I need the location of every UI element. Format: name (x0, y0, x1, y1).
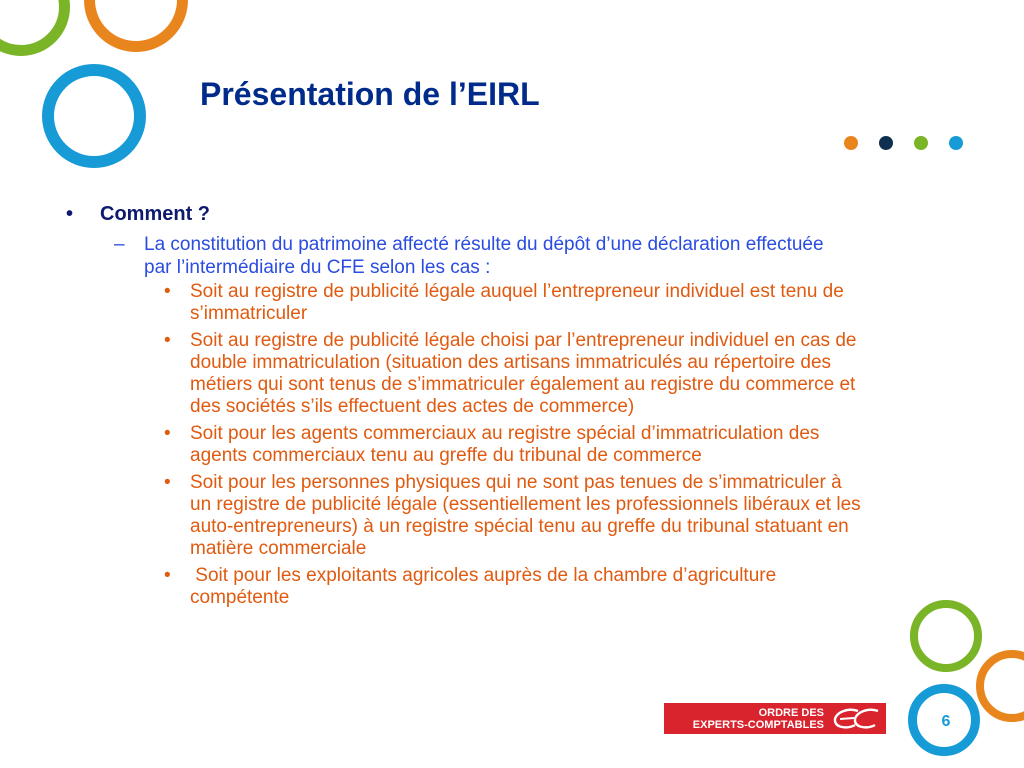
sub-bullet-text: Soit au registre de publicité légale choisi par l’entrepreneur individuel en cas de double immatriculation (situation des artisans immatriculés au répertoire des métiers qui sont tenus de s’immatriculer également au registre du commerce et des sociétés s’ils effectuent des actes de commerce) (190, 330, 857, 417)
decorative-ring-orange-bottom (976, 650, 1024, 722)
sub-bullet-marker: • (164, 423, 171, 444)
slide-title: Présentation de l’EIRL (200, 76, 540, 112)
logo-text (664, 707, 824, 731)
bullet-level1-text: Comment ? (100, 203, 210, 225)
sub-bullet-list (164, 281, 864, 614)
sub-bullet-item (164, 472, 864, 560)
decorative-dot (879, 136, 893, 150)
decorative-ring-orange-top (84, 0, 188, 52)
sub-bullet-marker: • (164, 472, 171, 493)
decorative-ring-green-top (0, 0, 70, 56)
logo-line1: ORDRE DES (758, 706, 824, 719)
decorative-ring-green-bottom (910, 600, 982, 672)
sub-bullet-item (164, 423, 864, 467)
bullet-level2 (114, 233, 854, 279)
sub-bullet-text: Soit pour les exploitants agricoles auprès de la chambre d’agriculture compétente (190, 565, 782, 608)
sub-bullet-text: Soit pour les agents commerciaux au registre spécial d’immatriculation des agents commerciaux tenu au greffe du tribunal de commerce (190, 423, 820, 466)
decorative-dot (914, 136, 928, 150)
logo-ec-mark-icon (828, 705, 882, 732)
decorative-ring-blue-top (42, 64, 146, 168)
sub-bullet-marker: • (164, 565, 171, 586)
bullet-level2-text: La constitution du patrimoine affecté résulte du dépôt d’une déclaration effectuée par l’intermédiaire du CFE selon les cas : (144, 234, 824, 278)
sub-bullet-marker: • (164, 330, 171, 351)
logo-line2: EXPERTS-COMPTABLES (692, 718, 824, 731)
sub-bullet-marker: • (164, 281, 171, 302)
sub-bullet-item (164, 565, 864, 609)
decorative-dot (844, 136, 858, 150)
sub-bullet-text: Soit pour les personnes physiques qui ne sont pas tenues de s’immatriculer à un registre de publicité légale (essentiellement les professionnels libéraux et les auto-entrepreneurs) à un registre spécial tenu au greffe du tribunal statuant en matière commerciale (190, 472, 861, 559)
ordre-experts-comptables-logo (664, 703, 886, 734)
decorative-dot (949, 136, 963, 150)
bullet-marker: • (66, 203, 74, 225)
page-number: 6 (941, 713, 951, 730)
sub-bullet-item (164, 330, 864, 418)
sub-bullet-item (164, 281, 864, 325)
sub-bullet-text: Soit au registre de publicité légale auquel l’entrepreneur individuel est tenu de s’immatriculer (190, 281, 844, 324)
dash-marker: – (114, 234, 125, 255)
